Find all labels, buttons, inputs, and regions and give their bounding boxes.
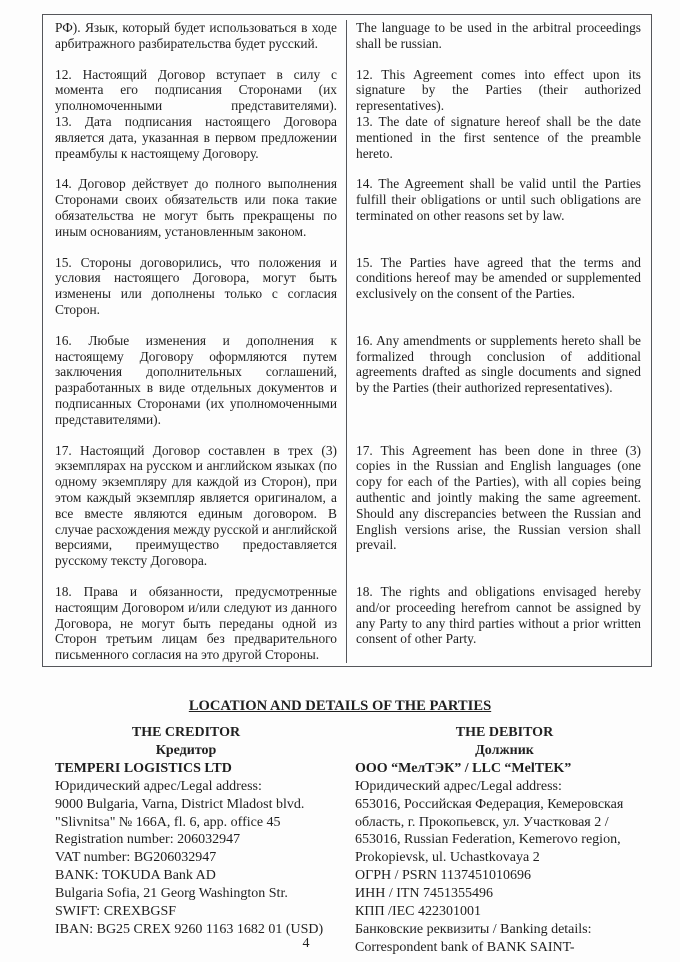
page-number: 4 [302, 936, 310, 951]
debitor-detail-line: ОГРН / PSRN 1137451010696 [355, 868, 531, 884]
debitor-detail-line: Correspondent bank of BANK SAINT- [355, 939, 575, 955]
creditor-name: TEMPERI LOGISTICS LTD [55, 760, 232, 776]
paragraph: 17. Настоящий Договор составлен в трех (3) экземплярах на русском и английском языках (по одному экземпляру для каждой из Сторон), при этом каждый экземпляр является оригиналом, а все вместе являются единым договором. В случае расхождения между русской и английской версиями, преимущество предоставляется русскому тексту Договора. [55, 442, 337, 569]
table-row [43, 443, 651, 584]
debitor-detail-line: Юридический адрес/Legal address: [355, 778, 562, 794]
paragraph: 18. The rights and obligations envisaged hereby and/or proceeding herefrom cannot be assigned by any Party to any third parties without a prior written consent of other Party. [356, 583, 641, 647]
paragraph: 12. Настоящий Договор вступает в силу с момента его подписания Сторонами (их уполномоченными представителями). [55, 66, 337, 114]
creditor-title-en: THE CREDITOR [131, 725, 241, 740]
creditor-title-ru: Кредитор [155, 742, 217, 758]
paragraph: 15. Стороны договорились, что положения и условия настоящего Договора, могут быть изменены или дополнены только с согласия Сторон. [55, 254, 337, 317]
creditor-detail-line: Юридический адрес/Legal address: [55, 778, 262, 794]
creditor-detail-line: BANK: TOKUDA Bank AD [55, 868, 216, 884]
debitor-block [349, 724, 656, 957]
debitor-name: ООО “МелТЭК” / LLC “MelTEK” [355, 760, 572, 776]
creditor-block [42, 724, 349, 957]
paragraph: 16. Any amendments or supplements hereto shall be formalized through conclusion of additional agreements drafted as single documents and signed by the Parties (their authorized representatives). [356, 332, 641, 396]
creditor-detail-line: 9000 Bulgaria, Varna, District Mladost blvd. [55, 796, 305, 812]
paragraph: 18. Права и обязанности, предусмотренные настоящим Договором и/или следуют из данного Договора, не могут быть переданы одной из Сторон третьим лицам без предварительного письменного согласия на это другой Стороны. [55, 583, 337, 663]
clause-ru-lang [43, 20, 347, 67]
debitor-detail-line: Prokopievsk, ul. Uchastkovaya 2 [355, 850, 540, 866]
clause-en-16 [347, 333, 651, 443]
clause-en-lang [347, 20, 651, 67]
paragraph: 15. The Parties have agreed that the terms and conditions hereof may be amended or supplemented exclusively on the consent of the Parties. [356, 254, 641, 302]
table-row [43, 584, 651, 663]
clause-en-17 [347, 443, 651, 584]
table-row [43, 333, 651, 443]
paragraph: 13. The date of signature hereof shall be the date mentioned in the first sentence of the preamble hereto. [356, 113, 641, 161]
clause-en-15 [347, 255, 651, 333]
clause-ru-12-13 [43, 67, 347, 177]
clause-ru-15 [43, 255, 347, 333]
table-row [43, 20, 651, 67]
clause-en-12-13 [347, 67, 651, 177]
table-row [43, 255, 651, 333]
debitor-detail-line: 653016, Russian Federation, Kemerovo region, [355, 832, 621, 848]
paragraph: 13. Дата подписания настоящего Договора является дата, указанная в первом предложении преамбулы к настоящему Договору. [55, 113, 337, 161]
clause-ru-18 [43, 584, 347, 663]
paragraph: 14. Договор действует до полного выполнения Сторонами своих обязательств или пока такие обязательства не могут быть прекращены по иным основаниям, установленным законом. [55, 176, 337, 239]
creditor-detail-line: SWIFT: CREXBGSF [55, 904, 177, 920]
section-heading-text: LOCATION AND DETAILS OF THE PARTIES [188, 698, 492, 714]
clauses-table [42, 14, 652, 667]
debitor-title-en: THE DEBITOR [455, 725, 554, 740]
paragraph: 17. This Agreement has been done in three (3) copies in the Russian and English languages (one copy for each of the Parties), with all copies being authentic and jointly making the same agreement. Should any discrepancies between the Russian and English versions arise, the Russian version shall prevail. [356, 442, 641, 553]
clause-en-14 [347, 176, 651, 254]
creditor-detail-line: "Slivnitsa" № 166A, fl. 6, app. office 45 [55, 814, 281, 830]
parties-section [42, 724, 656, 957]
creditor-detail-line: VAT number: BG206032947 [55, 850, 217, 866]
clause-ru-16 [43, 333, 347, 443]
paragraph: 16. Любые изменения и дополнения к настоящему Договору оформляются путем заключения дополнительных соглашений, разработанных в виде отдельных документов и подписанных Сторонами (их уполномоченными представителями). [55, 332, 337, 427]
clause-en-18 [347, 584, 651, 663]
paragraph: The language to be used in the arbitral proceedings shall be russian. [356, 20, 641, 51]
creditor-detail-line: IBAN: BG25 CREX 9260 1163 1682 01 (USD) [55, 921, 324, 937]
debitor-title-ru: Должник [475, 742, 534, 758]
table-row [43, 176, 651, 254]
clause-ru-14 [43, 176, 347, 254]
debitor-detail-line: КПП /IEC 422301001 [355, 904, 481, 920]
table-row [43, 67, 651, 177]
debitor-detail-line: ИНН / ITN 7451355496 [355, 886, 494, 902]
debitor-detail-line: Банковские реквизиты / Banking details: [355, 921, 592, 937]
paragraph: РФ). Язык, который будет использоваться в ходе арбитражного разбирательства будет русский. [55, 20, 337, 51]
paragraph: 12. This Agreement comes into effect upon its signature by the Parties (their authorized representatives). [356, 66, 641, 114]
clause-ru-17 [43, 443, 347, 584]
paragraph: 14. The Agreement shall be valid until the Parties fulfill their obligations or until such obligations are terminated on other reasons set by law. [356, 176, 641, 223]
section-heading [0, 698, 680, 715]
creditor-detail-line: Registration number: 206032947 [55, 832, 241, 848]
debitor-detail-line: 653016, Российская Федерация, Кемеровская [355, 796, 624, 812]
creditor-detail-line: Bulgaria Sofia, 21 Georg Washington Str. [55, 886, 288, 902]
debitor-detail-line: область, г. Прокопьевск, ул. Участковая 2 / [355, 814, 609, 830]
